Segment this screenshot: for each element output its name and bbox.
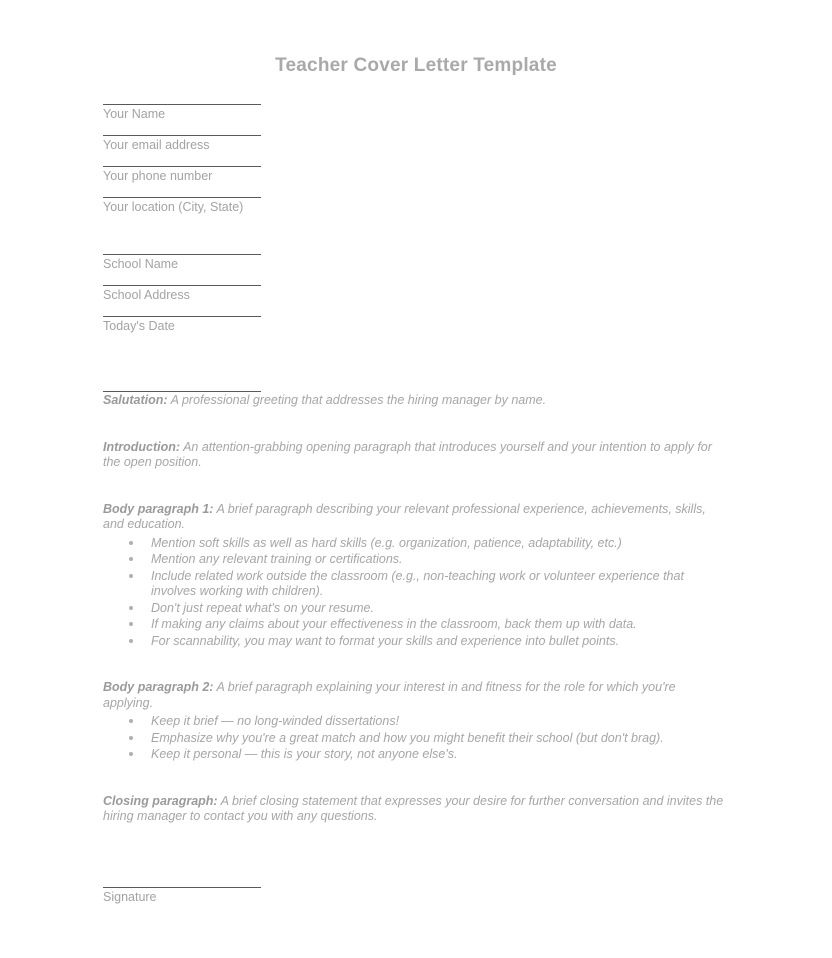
body-paragraph-1-bullets (103, 536, 725, 650)
list-item (103, 552, 725, 568)
field-label: Your phone number (103, 169, 213, 183)
spacer (103, 214, 725, 254)
list-item (103, 617, 725, 633)
bullet-icon (129, 639, 133, 643)
bullet-icon (129, 606, 133, 610)
bullet-icon (129, 719, 133, 723)
list-item (103, 747, 725, 763)
list-item-text: If making any claims about your effectiveness in the classroom, back them up with data. (151, 617, 637, 631)
spacer (103, 650, 725, 680)
spacer (103, 471, 725, 502)
field-label: Your location (City, State) (103, 200, 244, 214)
spacer (103, 825, 725, 887)
bullet-icon (129, 622, 133, 626)
field-todays-date (103, 316, 725, 333)
body-paragraph-2-text: A brief paragraph explaining your interest in and fitness for the role for which you're applying. (103, 680, 676, 710)
body-paragraph-2 (103, 680, 725, 711)
list-item-text: For scannability, you may want to format your skills and experience into bullet points. (151, 633, 620, 648)
field-school-name (103, 254, 725, 271)
body-paragraph-1-lead: Body paragraph 1: (103, 501, 214, 516)
field-your-phone (103, 166, 725, 183)
salutation-section (103, 391, 725, 409)
list-item-text: Emphasize why you're a great match and how you might benefit their school (but don't brag). (151, 730, 664, 745)
spacer (103, 333, 725, 391)
closing-paragraph-text: A brief closing statement that expresses your desire for further conversation and invites the hiring manager to contact you with any questions. (103, 793, 724, 823)
field-your-name (103, 104, 725, 121)
list-item-text: Keep it brief — no long-winded dissertations! (151, 714, 400, 728)
document-body (103, 104, 725, 904)
bullet-icon (129, 557, 133, 561)
bullet-icon (129, 736, 133, 740)
field-signature (103, 887, 725, 904)
salutation-paragraph (103, 393, 725, 409)
introduction-lead: Introduction: (103, 439, 181, 454)
spacer (103, 764, 725, 794)
spacer (103, 409, 725, 440)
recipient-block (103, 254, 725, 333)
list-item-text: Don't just repeat what's on your resume. (151, 600, 374, 615)
introduction-text: An attention-grabbing opening paragraph that introduces yourself and your intention to apply for the open position. (103, 439, 712, 469)
body-paragraph-1 (103, 502, 725, 533)
field-your-email (103, 135, 725, 152)
list-item-text: Keep it personal — this is your story, not anyone else's. (151, 747, 458, 761)
field-label: School Name (103, 257, 179, 271)
bullet-icon (129, 752, 133, 756)
field-your-location (103, 197, 725, 214)
sender-contact-block (103, 104, 725, 214)
body-paragraph-1-section (103, 502, 725, 650)
list-item (103, 714, 725, 730)
list-item (103, 569, 725, 600)
field-label: School Address (103, 288, 190, 302)
list-item-text: Include related work outside the classroom (e.g., non-teaching work or volunteer experience that involves working with children). (151, 568, 684, 598)
body-paragraph-2-bullets (103, 714, 725, 763)
bullet-icon (129, 574, 133, 578)
bullet-icon (129, 541, 133, 545)
body-paragraph-2-section (103, 680, 725, 763)
body-paragraph-1-text: A brief paragraph describing your relevant professional experience, achievements, skills, and education. (103, 501, 706, 531)
salutation-lead: Salutation: (103, 393, 168, 407)
body-paragraph-2-lead: Body paragraph 2: (103, 680, 214, 694)
salutation-text: A professional greeting that addresses the hiring manager by name. (167, 393, 547, 407)
list-item (103, 601, 725, 617)
introduction-paragraph (103, 440, 725, 471)
field-school-address (103, 285, 725, 302)
list-item-text: Mention any relevant training or certifications. (151, 552, 403, 566)
fill-in-rule (103, 391, 261, 392)
field-label: Your Name (103, 107, 166, 121)
list-item (103, 731, 725, 747)
page-title: Teacher Cover Letter Template (275, 55, 557, 76)
field-label: Your email address (103, 138, 210, 152)
list-item-text: Mention soft skills as well as hard skills (e.g. organization, patience, adaptability, etc.) (151, 535, 622, 550)
field-label: Today's Date (103, 319, 175, 333)
field-label: Signature (103, 889, 157, 904)
list-item (103, 634, 725, 650)
closing-paragraph (103, 794, 725, 825)
list-item (103, 536, 725, 552)
closing-paragraph-lead: Closing paragraph: (103, 793, 218, 808)
